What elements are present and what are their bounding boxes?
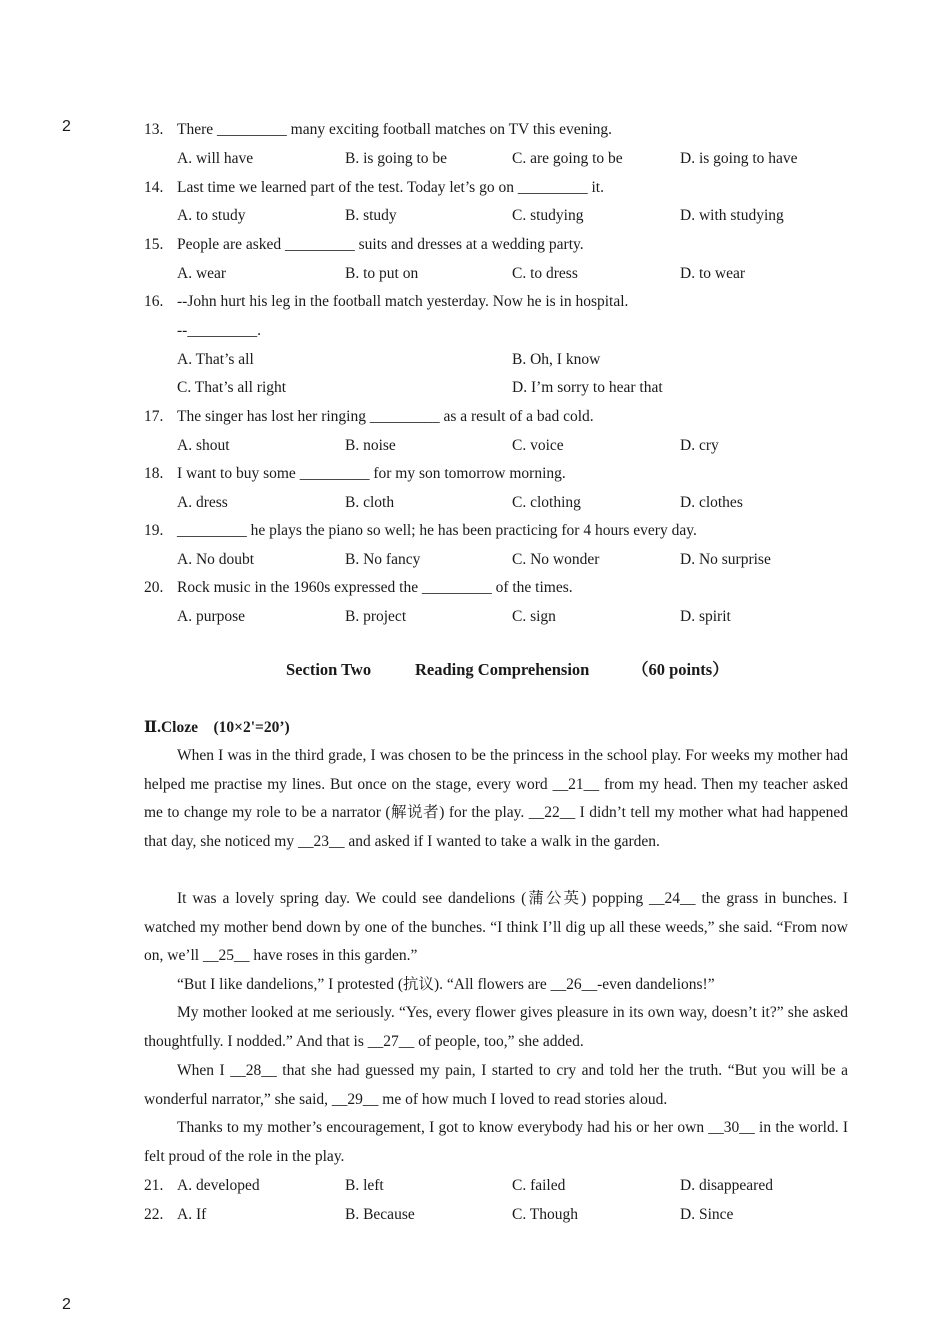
options-19 [177,550,857,570]
option-b[interactable]: B. study [345,207,397,224]
cloze-paragraph: When I was in the third grade, I was chosen to be the princess in the school play. For weeks my mother had helped me practise my lines. But once on the stage, every word __21__ from my head. Then my teacher asked me to change my role to be a narrator (解说者) for the play. __22__ I didn’t tell my mother what had happened that day, she noticed my __23__ and asked if I wanted to take a walk in the garden. [144,747,848,850]
question-17 [144,407,854,427]
option-d[interactable]: D. to wear [680,265,745,282]
question-text: Last time we learned part of the test. Today let’s go on _________ it. [177,179,604,196]
options-21 [177,1176,857,1196]
cloze-paragraph: “But I like dandelions,” I protested (抗议). “All flowers are __26__-even dandelions!” [177,976,715,993]
page-number-top: 2 [62,118,71,135]
question-number: 17. [144,408,164,425]
cloze-paragraph: My mother looked at me seriously. “Yes, every flower gives pleasure in its own way, doesn’t it?” she asked thoughtfully. I nodded.” And that is __27__ of people, too,” she added. [144,1004,848,1050]
question-number: 13. [144,121,164,138]
options-17 [177,436,857,456]
question-16 [144,292,854,312]
option-b[interactable]: B. to put on [345,265,419,282]
option-a[interactable]: A. wear [177,265,227,282]
question-text: --John hurt his leg in the football match yesterday. Now he is in hospital. [177,293,629,310]
question-text: I want to buy some _________ for my son tomorrow morning. [177,465,566,482]
question-13 [144,120,854,140]
option-c[interactable]: C. That’s all right [177,379,287,396]
option-d[interactable]: D. is going to have [680,150,798,167]
option-c[interactable]: C. sign [512,608,556,625]
option-d[interactable]: D. disappeared [680,1177,773,1194]
option-a[interactable]: A. to study [177,207,246,224]
question-18 [144,464,854,484]
option-a[interactable]: A. shout [177,437,230,454]
option-c[interactable]: C. Though [512,1206,579,1223]
question-number: 21. [144,1177,164,1194]
option-d[interactable]: D. spirit [680,608,731,625]
section-part: Section Two [286,660,372,679]
option-c[interactable]: C. clothing [512,494,581,511]
question-text: _________ he plays the piano so well; he has been practicing for 4 hours every day. [177,522,697,539]
options-13 [177,149,857,169]
option-a[interactable]: A. will have [177,150,254,167]
option-b[interactable]: B. noise [345,437,396,454]
option-c[interactable]: C. failed [512,1177,566,1194]
cloze-heading: Ⅱ.Cloze (10×2'=20’) [144,719,290,736]
cloze-paragraph: When I __28__ that she had guessed my pain, I started to cry and told her the truth. “But you will be a wonderful narrator,” she said, __29__ me of how much I loved to read stories aloud. [144,1062,848,1108]
options-14 [177,206,857,226]
option-a[interactable]: A. developed [177,1177,260,1194]
section-title: Reading Comprehension [415,660,590,679]
question-number: 18. [144,465,164,482]
options-20 [177,607,857,627]
option-b[interactable]: B. No fancy [345,551,421,568]
question-number: 19. [144,522,164,539]
option-d[interactable]: D. No surprise [680,551,771,568]
option-b[interactable]: B. cloth [345,494,395,511]
option-a[interactable]: A. If [177,1206,207,1223]
section-heading [0,658,950,682]
option-b[interactable]: B. Because [345,1206,415,1223]
cloze-paragraph: It was a lovely spring day. We could see dandelions (蒲公英) popping __24__ the grass in bunches. I watched my mother bend down by one of the bunches. “I think I’ll dig up all these weeds,” she said. “From now on, we’ll __25__ have roses in this garden.” [144,890,848,965]
question-number: 16. [144,293,164,310]
option-d[interactable]: D. Since [680,1206,734,1223]
question-text: The singer has lost her ringing _________ as a result of a bad cold. [177,408,594,425]
option-d[interactable]: D. with studying [680,207,784,224]
option-d[interactable]: D. cry [680,437,719,454]
question-number: 22. [144,1206,164,1223]
question-15 [144,235,854,255]
question-number: 15. [144,236,164,253]
option-b[interactable]: B. project [345,608,407,625]
option-d[interactable]: D. I’m sorry to hear that [512,379,663,396]
cloze-paragraph: Thanks to my mother’s encouragement, I got to know everybody had his or her own __30__ in the world. I felt proud of the role in the play. [144,1119,848,1165]
option-a[interactable]: A. purpose [177,608,246,625]
question-text: People are asked _________ suits and dresses at a wedding party. [177,236,584,253]
option-a[interactable]: A. dress [177,494,228,511]
option-c[interactable]: C. voice [512,437,564,454]
question-text: There _________ many exciting football matches on TV this evening. [177,121,613,138]
question-14 [144,178,854,198]
page-number-bottom: 2 [62,1296,71,1313]
option-b[interactable]: B. left [345,1177,384,1194]
dialogue-reply-blank: --_________. [177,322,261,339]
option-b[interactable]: B. Oh, I know [512,351,601,368]
question-text: Rock music in the 1960s expressed the _________ of the times. [177,579,573,596]
options-22 [177,1205,857,1225]
options-16-row2 [177,378,857,398]
option-a[interactable]: A. No doubt [177,551,255,568]
option-a[interactable]: A. That’s all [177,351,254,368]
section-points: （60 points） [632,660,729,679]
option-b[interactable]: B. is going to be [345,150,448,167]
options-16-row1 [177,350,857,370]
options-18 [177,493,857,513]
option-d[interactable]: D. clothes [680,494,743,511]
option-c[interactable]: C. are going to be [512,150,623,167]
question-number: 14. [144,179,164,196]
option-c[interactable]: C. No wonder [512,551,600,568]
question-number: 20. [144,579,164,596]
question-19 [144,521,854,541]
option-c[interactable]: C. to dress [512,265,578,282]
question-20 [144,578,854,598]
options-15 [177,264,857,284]
option-c[interactable]: C. studying [512,207,584,224]
